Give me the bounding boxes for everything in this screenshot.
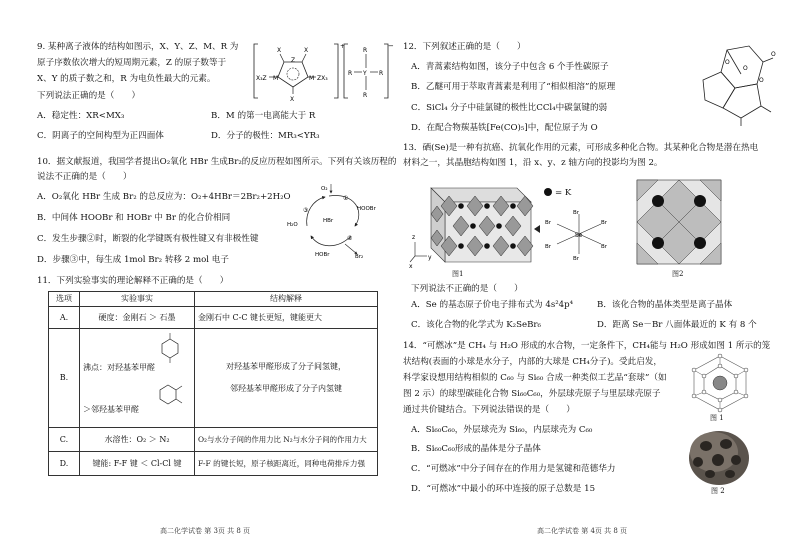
table-row	[49, 452, 378, 476]
para-hydroxybenzaldehyde-structure	[158, 331, 182, 365]
se-label: Se	[575, 232, 583, 239]
q10-stem-line: 10．据文献报道，我国学者提出O₂氧化 HBr 生成Br₂的反应历程如图所示。下列有关该历程的	[37, 157, 397, 167]
q10-fig-label: HBr	[323, 218, 334, 224]
table-cell	[195, 329, 378, 428]
table-header: 选项	[49, 292, 80, 307]
q9-fig-label: Y	[363, 70, 367, 77]
q9-fig-label: ZX₃	[317, 75, 328, 82]
table-header: 结构解释	[195, 292, 378, 307]
svg-text:O: O	[743, 65, 748, 72]
q14-stem-line: 状结构(表面的小球是水分子，内部的大球是 CH₄分子)。受此启发，	[403, 357, 662, 367]
q9-stem-line: 下列说法正确的是（ ）	[37, 91, 141, 101]
table-cell	[80, 329, 195, 428]
q9-ionic-liquid-structure	[252, 40, 392, 102]
axis-label: y	[428, 254, 432, 261]
q13-option-d: D．距离 Se－Br 八面体最近的 K 有 8 个	[597, 320, 757, 330]
q13-option-b: B．该化合物的晶体类型是离子晶体	[597, 300, 733, 310]
q9-fig-label: +	[340, 43, 346, 50]
table-cell: F-F 的键长短，原子核距离近，同种电荷排斥力强	[195, 452, 378, 476]
q13-ask: 下列说法不正确的是（ ）	[411, 284, 523, 294]
sebr6-octahedron	[539, 208, 619, 260]
br-label: Br	[545, 220, 552, 226]
q14-stem-line: 14．“可燃冰”是 CH₄ 与 H₂O 形成的水合物，一定条件下，CH₄能与 H₂O 形成如图 1 所示的笼	[403, 341, 771, 351]
q14-option-c: C．“可燃冰”中分子间存在的作用力是氢键和范德华力	[411, 464, 616, 474]
figure-caption: 图1	[452, 270, 464, 278]
q14-stem-line: 图 2 示）的球型碳硅化合物 Si₆₀C₆₀，外层球壳原子与里层球壳原子	[403, 389, 661, 399]
table-cell: D.	[49, 452, 80, 476]
br-label: Br	[601, 244, 608, 250]
q13-stem-line: 13．硒(Se)是一种有抗癌、抗氧化作用的元素，可形成多种化合物。其某种化合物是潜在热电	[403, 143, 759, 153]
q14-nested-ball-figure	[684, 428, 754, 488]
table-cell-text: 对羟基苯甲醛形成了分子间氢键，	[226, 362, 346, 371]
table-cell: 硬度：金刚石 ＞ 石墨	[80, 307, 195, 329]
q12-option-b: B．乙醚可用于萃取青蒿素是利用了“相似相溶”的原理	[411, 82, 616, 92]
q9-fig-label: R	[363, 92, 368, 99]
q10-stem-line: 说法不正确的是（ ）	[37, 172, 132, 182]
q14-option-d: D．“可燃冰”中最小的环中连接的原子总数是 15	[411, 484, 596, 494]
table-row	[49, 307, 378, 329]
potassium-legend-icon	[542, 186, 554, 198]
q9-stem-line: X、Y 的质子数之和，R 为电负性最大的元素。	[37, 74, 216, 84]
svg-text:O: O	[771, 51, 776, 58]
q9-fig-label: X₃Z	[256, 75, 267, 82]
q10-fig-label: H₂O	[287, 222, 298, 228]
q13-option-a: A．Se 的基态原子价电子排布式为 4s²4p⁴	[411, 300, 574, 310]
q12-option-c: C．SiCl₄ 分子中硅氯键的极性比CCl₄中碳氯键的弱	[411, 103, 608, 113]
table-cell-text: 邻羟基苯甲醛形成了分子内氢键	[230, 384, 342, 393]
q10-option-d: D．步骤③中，每生成 1mol Br₂ 转移 2 mol 电子	[37, 255, 229, 265]
q9-fig-label: R	[363, 47, 368, 54]
q10-fig-label: ①	[343, 195, 349, 202]
svg-text:O: O	[725, 59, 730, 66]
q9-fig-label: R	[348, 70, 353, 77]
q9-option-a: A．稳定性：XR<MX₃	[37, 111, 125, 121]
q14-stem-line: 通过共价键结合。下列说法错误的是（ ）	[403, 405, 575, 415]
q13-option-c: C．该化合物的化学式为 K₂SeBr₆	[411, 320, 541, 330]
br-label: Br	[573, 210, 580, 216]
q14-stem-line: 科学家设想用结构相似的 C₆₀ 与 Si₆₀ 合成一种类似工艺品“套球”（如	[403, 373, 667, 383]
ortho-hydroxybenzaldehyde-structure	[158, 379, 184, 407]
q9-option-b: B．M 的第一电离能大于 R	[211, 111, 316, 121]
q10-fig-label: HOBr	[315, 252, 330, 258]
q10-fig-label: HOOBr	[357, 206, 376, 212]
axis-label: z	[412, 234, 416, 241]
q9-fig-label: X	[277, 47, 282, 54]
table-row	[49, 329, 378, 428]
table-row	[49, 428, 378, 452]
q9-stem-line: 原子序数依次增大的短周期元素，Z 的原子数等于	[37, 58, 227, 68]
q9-option-c: C．阴离子的空间构型为正四面体	[37, 131, 164, 141]
table-cell: O₂与水分子间的作用力比 N₂与水分子间的作用力大	[195, 428, 378, 452]
page-footer: 高二化学试卷 第 3页 共 8 页	[160, 527, 251, 535]
arrow-left-icon	[532, 224, 542, 234]
right-page	[397, 0, 794, 550]
q10-fig-label: ③	[303, 207, 309, 214]
q10-reaction-cycle-diagram	[285, 182, 385, 260]
table-cell: C.	[49, 428, 80, 452]
figure-caption: 图 1	[710, 414, 724, 422]
table-header-row	[49, 292, 378, 307]
table-cell: A.	[49, 307, 80, 329]
q11-stem: 11．下列实验事实的理论解释不正确的是（ ）	[37, 276, 229, 286]
q13-projection-figure	[635, 178, 723, 266]
q9-stem-line: 9. 某种离子液体的结构如图示，X、Y、Z、M、R 为	[37, 42, 239, 52]
q9-fig-label: Z	[291, 57, 296, 64]
q11-table	[48, 291, 378, 476]
q12-option-d: D．在配合物羰基铁[Fe(CO)₅]中，配位原子为 O	[411, 123, 598, 133]
svg-text:O: O	[759, 77, 764, 84]
q9-fig-label: R	[379, 70, 384, 77]
q10-option-a: A．O₂氧化 HBr 生成 Br₂ 的总反应为：O₂+4HBr＝2Br₂+2H₂O	[37, 192, 291, 202]
table-cell: 金刚石中 C-C 键长更短，键能更大	[195, 307, 378, 329]
q9-fig-label: X	[304, 47, 309, 54]
axis-label: x	[409, 263, 413, 270]
table-cell: 水溶性：O₂ ＞ N₂	[80, 428, 195, 452]
q13-unit-cell-figure	[409, 176, 537, 268]
page-footer: 高二化学试卷 第 4页 共 8 页	[537, 527, 628, 535]
q12-option-a: A．青蒿素结构如图，该分子中包含 6 个手性碳原子	[411, 62, 609, 72]
q10-option-b: B．中间体 HOOBr 和 HOBr 中 Br 的化合价相同	[37, 213, 231, 223]
q14-option-a: A．Si₆₀C₆₀，外层球壳为 Si₆₀，内层球壳为 C₆₀	[411, 425, 593, 435]
potassium-legend-label: = K	[555, 188, 572, 198]
table-cell-text: 沸点：对羟基苯甲醛	[83, 363, 155, 372]
figure-caption: 图 2	[711, 487, 725, 495]
br-label: Br	[545, 244, 552, 250]
q14-water-cage-figure	[684, 352, 756, 414]
q10-fig-label: ②	[347, 235, 353, 242]
q9-fig-label: X	[290, 96, 295, 103]
q10-option-c: C．发生步骤②时，断裂的化学键既有极性键又有非极性键	[37, 234, 259, 244]
q13-stem-line: 材料之一，其晶胞结构如图 1，沿 x、y、z 轴方向的投影均为图 2。	[403, 158, 663, 168]
table-cell: B.	[49, 329, 80, 428]
table-header: 实验事实	[80, 292, 195, 307]
q10-fig-label: O₂	[321, 186, 328, 192]
q9-fig-label: −	[388, 42, 394, 50]
br-label: Br	[573, 256, 580, 262]
q9-option-d: D．分子的极性：MR₃<YR₃	[211, 131, 320, 141]
q10-fig-label: Br₂	[355, 254, 364, 260]
q9-fig-label: M	[309, 75, 315, 82]
artemisinin-structure	[697, 40, 779, 128]
figure-caption: 图2	[672, 270, 684, 278]
q12-stem: 12．下列叙述正确的是（ ）	[403, 42, 526, 52]
table-cell: 键能: F-F 键 ＜ Cl-Cl 键	[80, 452, 195, 476]
q9-fig-label: M	[273, 75, 279, 82]
q14-option-b: B．Si₆₀C₆₀形成的晶体是分子晶体	[411, 444, 541, 454]
table-cell-text: ＞邻羟基苯甲醛	[83, 405, 139, 414]
br-label: Br	[601, 220, 608, 226]
